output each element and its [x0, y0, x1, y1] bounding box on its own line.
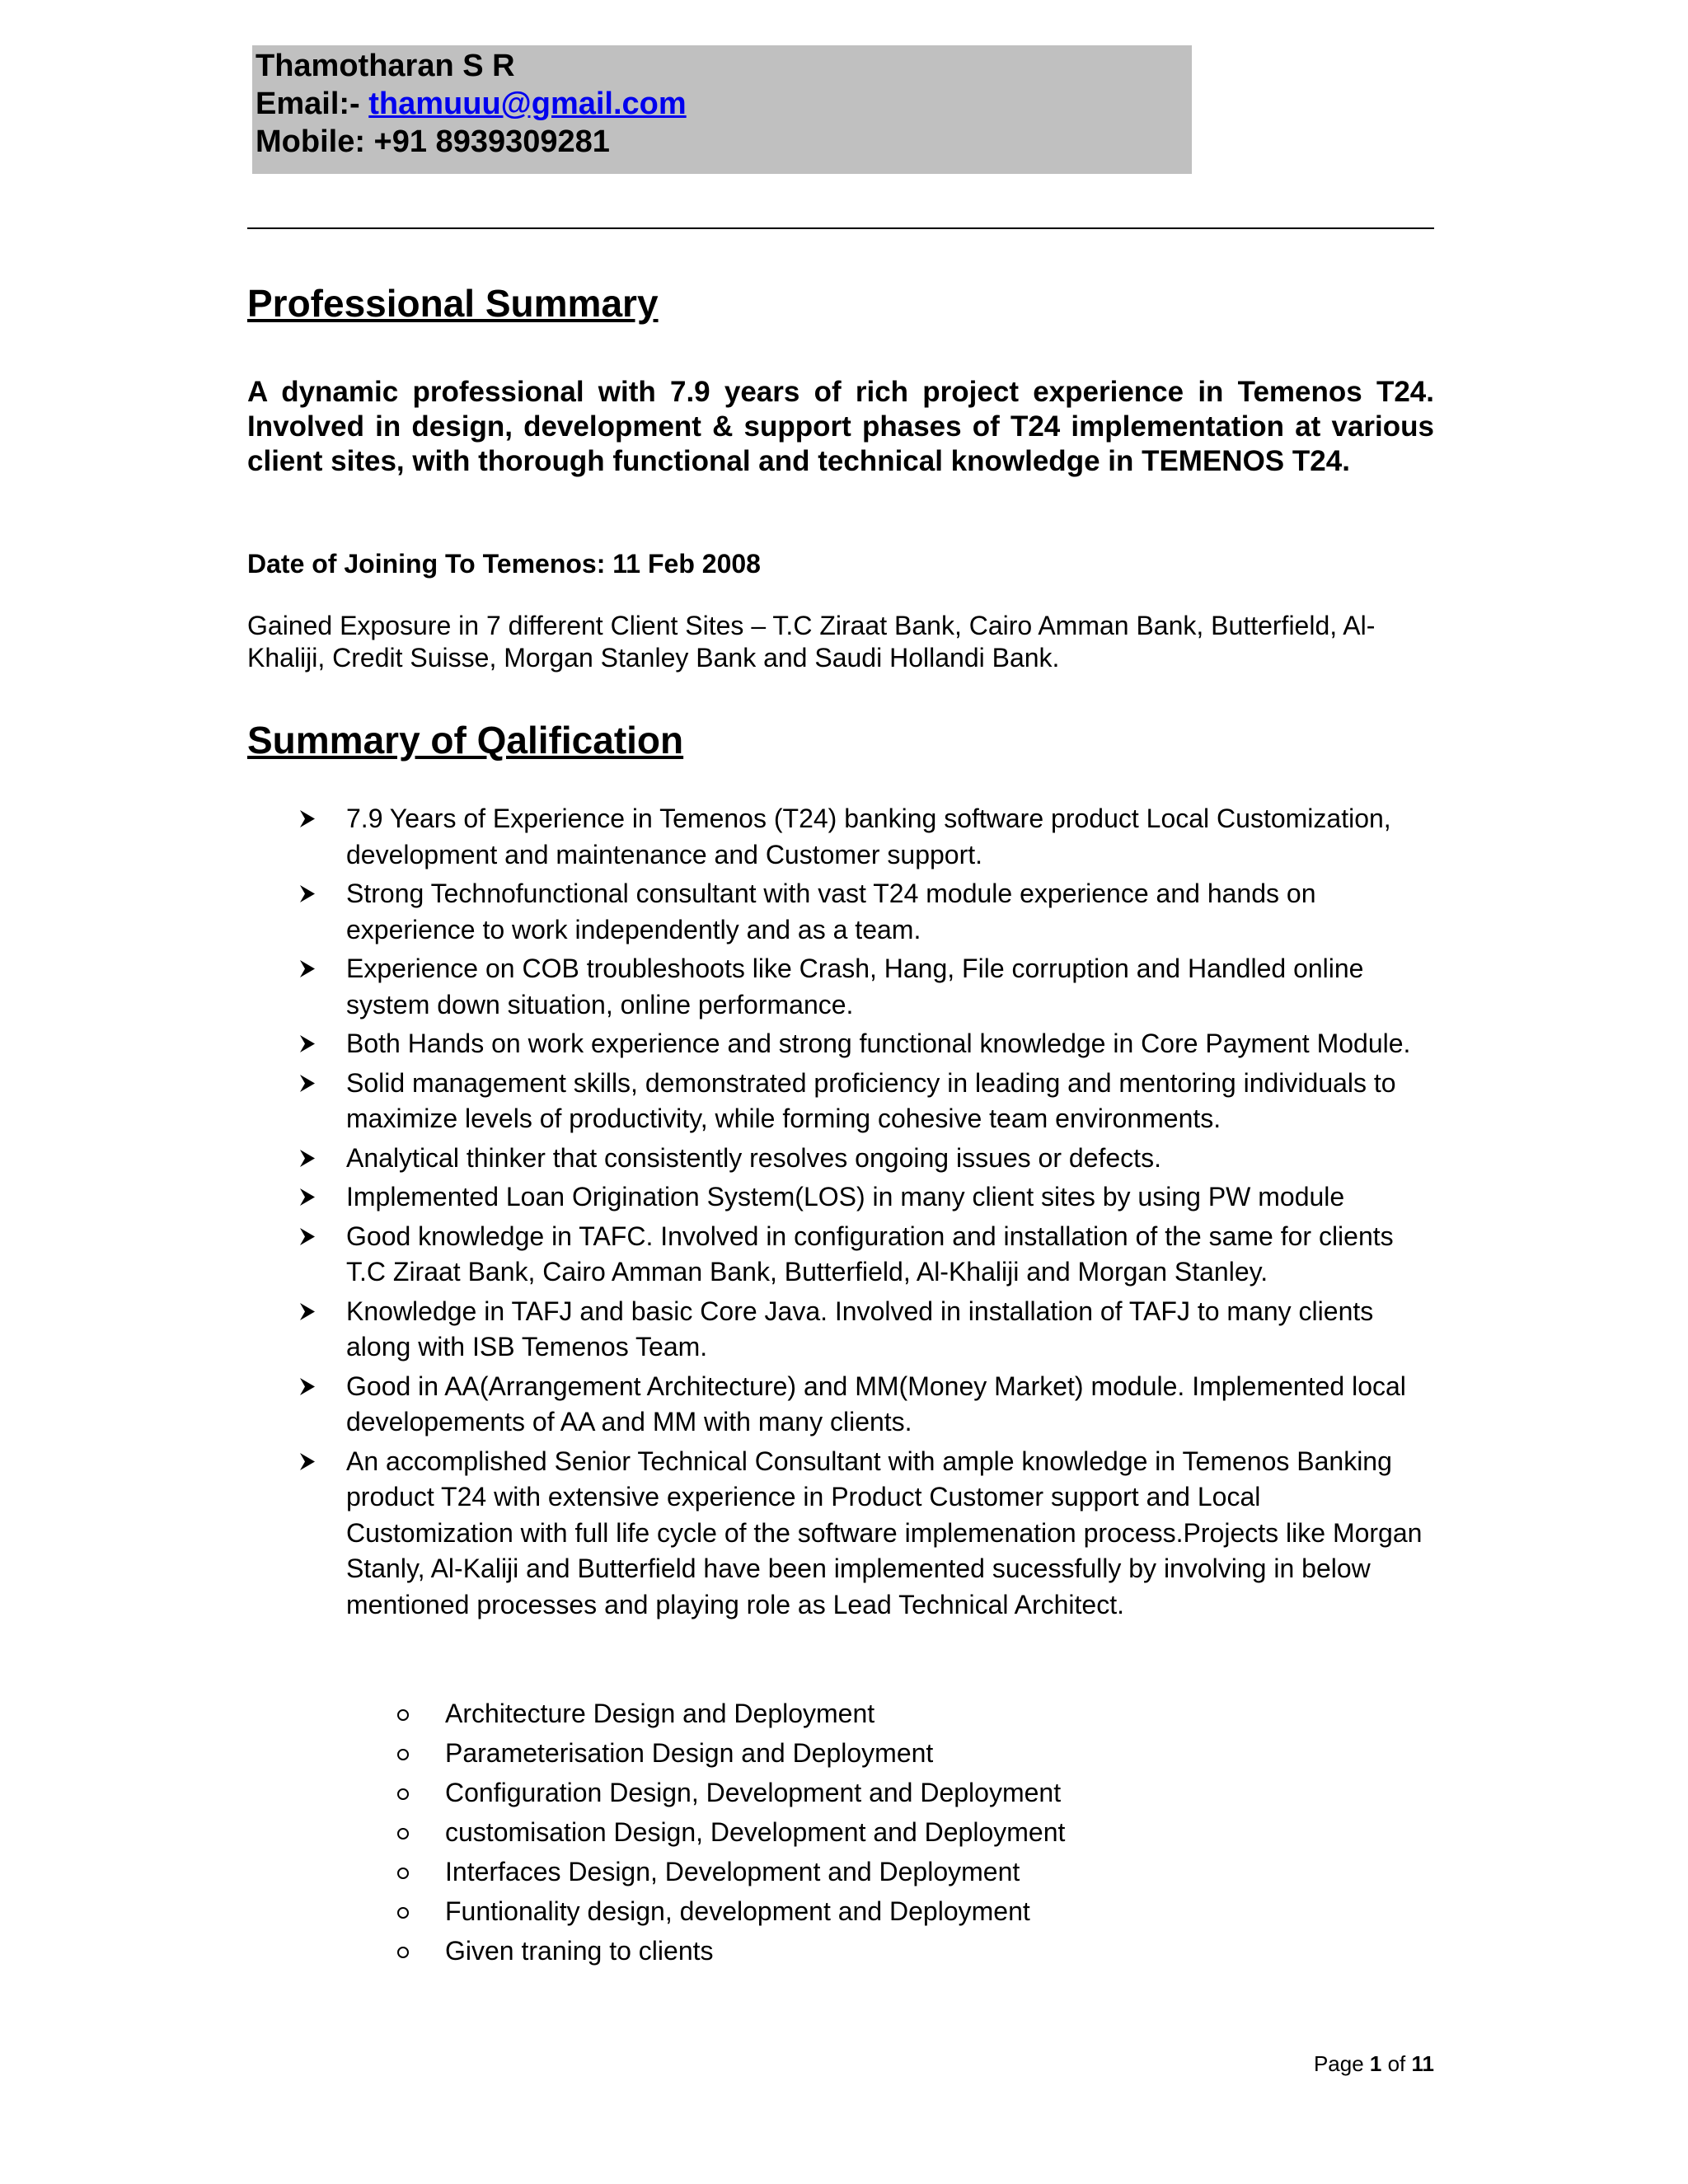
arrowhead-bullet-icon — [297, 1026, 318, 1062]
circle-bullet-icon — [397, 1788, 409, 1800]
list-item-text: Experience on COB troubleshoots like Crash, Hang, File corruption and Handled online system down situation, online performance. — [346, 954, 1364, 1019]
arrowhead-bullet-icon — [297, 876, 318, 912]
list-item — [247, 1369, 1434, 1441]
list-item-text: Strong Technofunctional consultant with vast T24 module experience and hands on experience to work independently and as a team. — [346, 879, 1316, 944]
mobile-line: Mobile: +91 8939309281 — [256, 124, 610, 159]
list-item — [247, 1444, 1434, 1624]
list-item-text: Implemented Loan Origination System(LOS) in many client sites by using PW module — [346, 1182, 1345, 1212]
page-footer — [1314, 2050, 1434, 2077]
page-total: 11 — [1411, 2051, 1434, 2076]
circle-bullet-icon — [397, 1828, 409, 1840]
circle-bullet-icon — [397, 1868, 409, 1879]
list-item-text: 7.9 Years of Experience in Temenos (T24) banking software product Local Customization, development and maintenance and Customer support. — [346, 804, 1391, 869]
email-label: Email:- — [256, 87, 369, 121]
sub-list-item — [247, 1852, 1434, 1891]
list-item-text: Good knowledge in TAFC. Involved in configuration and installation of the same for clients T.C Ziraat Bank, Cairo Amman Bank, Butterfield, Al-Khaliji and Morgan Stanley. — [346, 1221, 1394, 1286]
sub-list-item-text: Given traning to clients — [445, 1936, 714, 1966]
sub-list-item-text: Architecture Design and Deployment — [445, 1699, 875, 1728]
arrowhead-bullet-icon — [297, 1369, 318, 1404]
of-label: of — [1381, 2051, 1412, 2076]
sub-list-item-text: Interfaces Design, Development and Deployment — [445, 1857, 1020, 1886]
page-number: 1 — [1369, 2051, 1382, 2076]
email-link[interactable]: thamuuu@gmail.com — [368, 87, 687, 121]
arrowhead-bullet-icon — [297, 1179, 318, 1215]
sub-list-item — [247, 1812, 1434, 1852]
sub-list-item — [247, 1694, 1434, 1733]
client-exposure: Gained Exposure in 7 different Client Sites – T.C Ziraat Bank, Cairo Amman Bank, Butterfield, Al-Khaliji, Credit Suisse, Morgan Stanley Bank and Saudi Hollandi Bank. — [247, 611, 1376, 673]
list-item — [247, 1179, 1434, 1216]
arrowhead-bullet-icon — [297, 1066, 318, 1101]
summary-paragraph: A dynamic professional with 7.9 years of rich project experience in Temenos T24. Involved in design, development & support phases of T24 implementation at various client sites, with thorough functional and technical knowledge in TEMENOS T24. — [247, 376, 1434, 477]
list-item-text: Knowledge in TAFJ and basic Core Java. Involved in installation of TAFJ to many clients along with ISB Temenos Team. — [346, 1296, 1374, 1361]
list-item — [247, 951, 1434, 1023]
contact-header — [252, 45, 1192, 174]
arrowhead-bullet-icon — [297, 951, 318, 987]
date-of-joining: Date of Joining To Temenos: 11 Feb 2008 — [247, 549, 761, 579]
list-item-text: Solid management skills, demonstrated proficiency in leading and mentoring individuals to maximize levels of productivity, while forming cohesive team environments. — [346, 1067, 1396, 1133]
arrowhead-bullet-icon — [297, 1294, 318, 1329]
sub-list-item-text: Configuration Design, Development and Deployment — [445, 1778, 1062, 1807]
list-item-text: Both Hands on work experience and strong functional knowledge in Core Payment Module. — [346, 1029, 1411, 1058]
circle-bullet-icon — [397, 1907, 409, 1919]
list-item — [247, 801, 1434, 873]
sub-list-item — [247, 1773, 1434, 1812]
sub-list-item-text: Funtionality design, development and Deployment — [445, 1896, 1030, 1926]
header-divider — [247, 227, 1434, 229]
sub-list-item — [247, 1931, 1434, 1971]
sub-list-item — [247, 1733, 1434, 1773]
qualification-heading: Summary of Qalification — [247, 719, 684, 762]
process-sub-list — [247, 1694, 1434, 1971]
candidate-name: Thamotharan S R — [256, 49, 515, 83]
qualification-list — [247, 801, 1434, 1626]
email-line — [256, 85, 1189, 123]
arrowhead-bullet-icon — [297, 1219, 318, 1254]
sub-list-item-text: Parameterisation Design and Deployment — [445, 1738, 934, 1768]
list-item-text: Analytical thinker that consistently resolves ongoing issues or defects. — [346, 1142, 1161, 1173]
sub-list-item — [247, 1891, 1434, 1931]
arrowhead-bullet-icon — [297, 1141, 318, 1176]
arrowhead-bullet-icon — [297, 801, 318, 837]
list-item-text: Good in AA(Arrangement Architecture) and MM(Money Market) module. Implemented local developements of AA and MM with many clients. — [346, 1371, 1406, 1436]
list-item — [247, 1219, 1434, 1291]
circle-bullet-icon — [397, 1709, 409, 1721]
list-item — [247, 1294, 1434, 1366]
circle-bullet-icon — [397, 1749, 409, 1760]
list-item — [247, 1026, 1434, 1062]
page-label: Page — [1313, 2051, 1370, 2076]
list-item-text: An accomplished Senior Technical Consultant with ample knowledge in Temenos Banking product T24 with extensive experience in Product Customer support and Local Customization with full life cycle of the software implemenation process.Projects like Morgan Stanly, Al-Kaliji and Butterfield have been implemented sucessfully by involving in below mentioned processes and playing role as Lead Technical Architect. — [346, 1446, 1423, 1619]
arrowhead-bullet-icon — [297, 1444, 318, 1479]
professional-summary-heading: Professional Summary — [247, 282, 659, 325]
sub-list-item-text: customisation Design, Development and Deployment — [445, 1817, 1066, 1847]
list-item — [247, 1066, 1434, 1137]
list-item — [247, 876, 1434, 948]
list-item — [247, 1141, 1434, 1177]
circle-bullet-icon — [397, 1947, 409, 1958]
